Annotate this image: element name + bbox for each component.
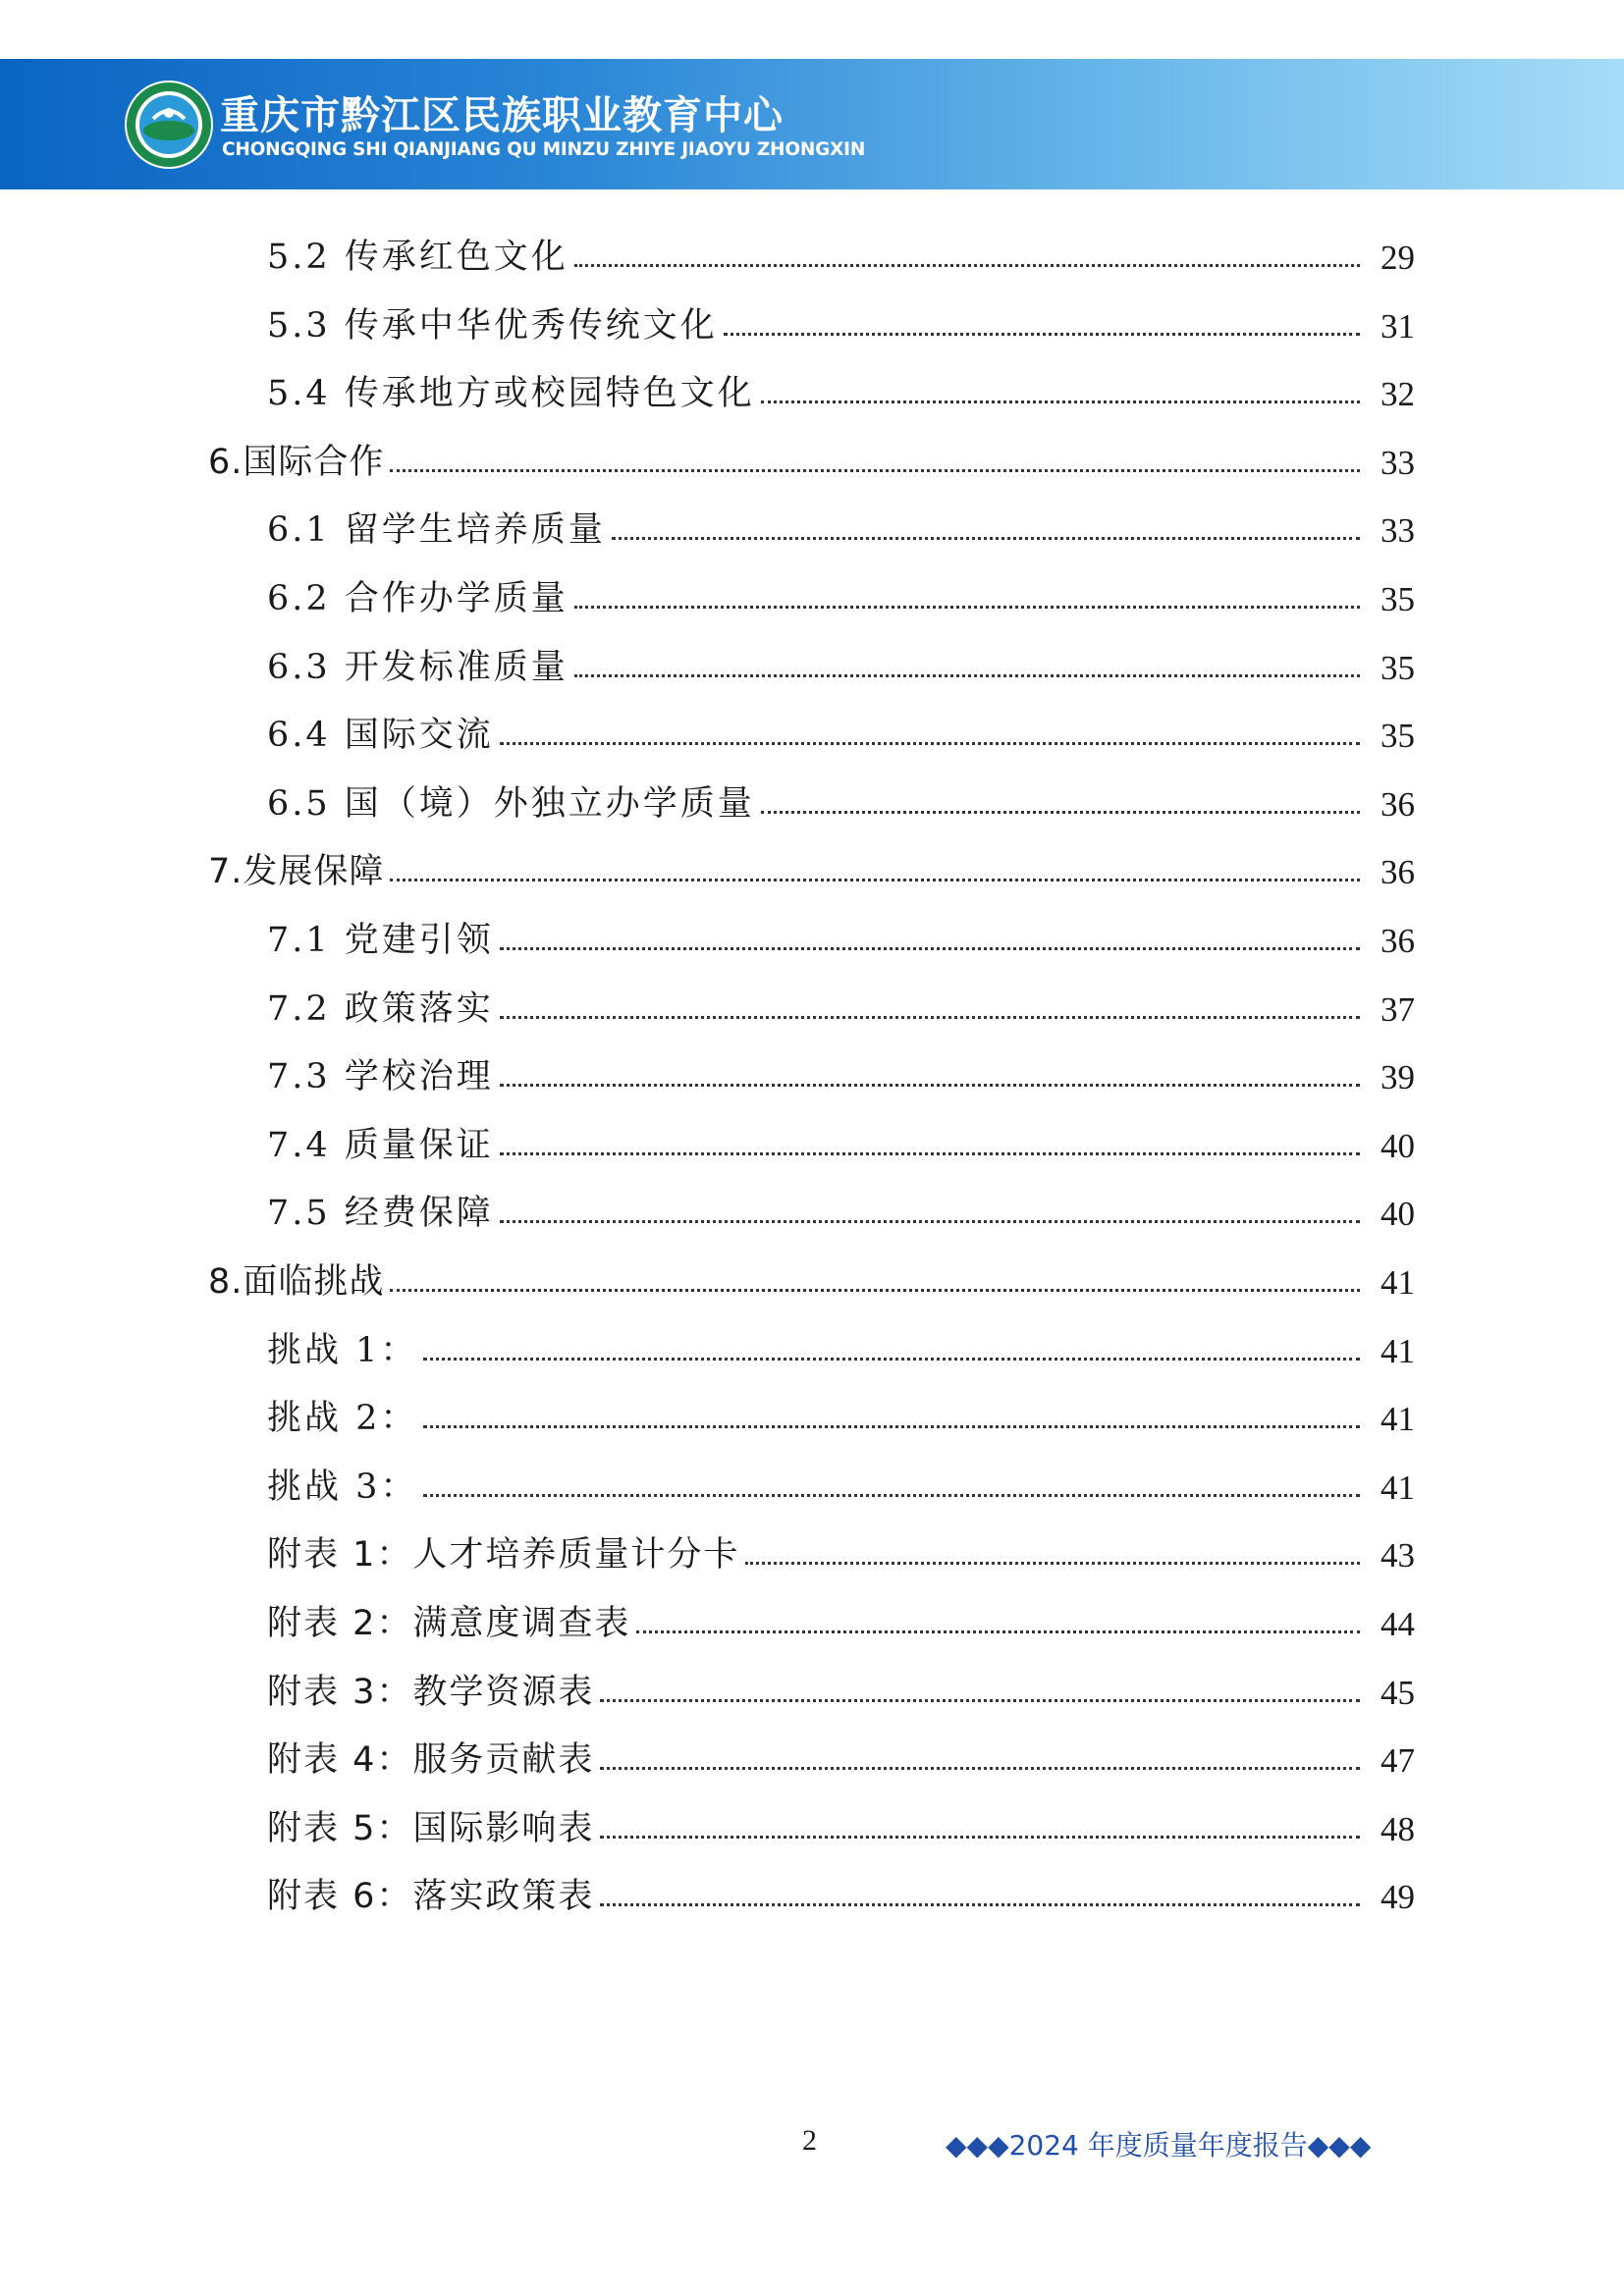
toc-entry-page: 35 <box>1380 717 1415 755</box>
toc-entry[interactable] <box>0 1865 1624 1914</box>
toc-entry-page: 43 <box>1380 1536 1415 1575</box>
toc-entry[interactable] <box>0 636 1624 685</box>
toc-leader-dots <box>574 674 1360 677</box>
toc-entry-label: 附表 1：人才培养质量计分卡 <box>267 1535 740 1575</box>
toc-entry-label: 5.3 传承中华优秀传统文化 <box>267 306 718 346</box>
toc-leader-dots <box>500 742 1360 745</box>
toc-leader-dots <box>500 1152 1360 1155</box>
toc-leader-dots <box>423 1494 1360 1497</box>
toc-entry[interactable] <box>0 294 1624 344</box>
toc-entry-label: 6.1 留学生培养质量 <box>267 510 606 550</box>
toc-entry[interactable] <box>0 773 1624 822</box>
toc-entry[interactable] <box>0 1592 1624 1641</box>
toc-entry[interactable] <box>0 1387 1624 1436</box>
toc-entry[interactable] <box>0 909 1624 958</box>
toc-entry-page: 33 <box>1380 444 1415 482</box>
toc-entry-page: 36 <box>1380 785 1415 824</box>
toc-entry-page: 41 <box>1380 1263 1415 1302</box>
school-name-en: CHONGQING SHI QIANJIANG QU MINZU ZHIYE JIAOYU ZHONGXIN <box>222 139 866 160</box>
report-title: ◆◆◆2024 年度质量年度报告◆◆◆ <box>946 2129 1372 2162</box>
toc-entry[interactable] <box>0 567 1624 616</box>
toc-leader-dots <box>600 1903 1360 1906</box>
toc-entry-label: 6.3 开发标准质量 <box>267 648 568 687</box>
toc-entry[interactable] <box>0 1661 1624 1710</box>
toc-entry-page: 41 <box>1380 1400 1415 1438</box>
toc-entry-page: 40 <box>1380 1127 1415 1165</box>
toc-entry[interactable] <box>0 431 1624 480</box>
toc-entry[interactable] <box>0 1729 1624 1778</box>
toc-leader-dots <box>600 1836 1360 1839</box>
toc-entry[interactable] <box>0 1319 1624 1368</box>
toc-leader-dots <box>745 1562 1360 1565</box>
toc-entry[interactable] <box>0 1456 1624 1505</box>
school-name-cn: 重庆市黔江区民族职业教育中心 <box>220 93 784 138</box>
toc-leader-dots <box>500 1084 1360 1087</box>
toc-entry-page: 39 <box>1380 1058 1415 1096</box>
toc-entry-label: 挑战 3： <box>267 1468 418 1507</box>
toc-entry-page: 37 <box>1380 990 1415 1029</box>
toc-leader-dots <box>612 537 1360 540</box>
toc-entry-page: 48 <box>1380 1810 1415 1848</box>
toc-entry-page: 36 <box>1380 853 1415 891</box>
toc-entry[interactable] <box>0 840 1624 889</box>
toc-entry-page: 40 <box>1380 1195 1415 1233</box>
toc-leader-dots <box>390 469 1360 472</box>
toc-entry[interactable] <box>0 1045 1624 1095</box>
toc-entry-label: 7.1 党建引领 <box>267 921 494 960</box>
toc-entry-page: 47 <box>1380 1741 1415 1780</box>
toc-entry[interactable] <box>0 1251 1624 1300</box>
toc-entry[interactable] <box>0 499 1624 548</box>
toc-entry-label: 6.国际合作 <box>208 443 385 482</box>
toc-leader-dots <box>390 1289 1360 1292</box>
toc-entry-page: 31 <box>1380 307 1415 346</box>
toc-entry-page: 33 <box>1380 511 1415 550</box>
toc-entry-label: 8.面临挑战 <box>208 1262 385 1302</box>
toc-entry-label: 挑战 1： <box>267 1331 418 1370</box>
toc-entry[interactable] <box>0 1797 1624 1846</box>
toc-leader-dots <box>574 606 1360 609</box>
toc-entry-label: 附表 6：落实政策表 <box>267 1877 595 1916</box>
toc-entry-label: 附表 5：国际影响表 <box>267 1809 595 1848</box>
toc-leader-dots <box>761 811 1360 814</box>
toc-leader-dots <box>390 879 1360 881</box>
toc-entry-label: 5.2 传承红色文化 <box>267 238 568 277</box>
toc-entry-page: 41 <box>1380 1468 1415 1507</box>
toc-leader-dots <box>500 1220 1360 1223</box>
toc-entry-page: 44 <box>1380 1605 1415 1643</box>
toc-entry[interactable] <box>0 704 1624 753</box>
page-header <box>0 59 1624 189</box>
toc-leader-dots <box>500 947 1360 950</box>
toc-entry-label: 附表 3：教学资源表 <box>267 1673 595 1712</box>
toc-leader-dots <box>574 264 1360 267</box>
toc-leader-dots <box>761 400 1360 403</box>
toc-entry[interactable] <box>0 1114 1624 1163</box>
toc-entry-label: 7.5 经费保障 <box>267 1194 494 1233</box>
page-number: 2 <box>802 2124 817 2157</box>
toc-entry-label: 7.4 质量保证 <box>267 1126 494 1165</box>
toc-leader-dots <box>600 1767 1360 1770</box>
toc-entry-label: 6.5 国（境）外独立办学质量 <box>267 784 755 824</box>
toc-entry-page: 35 <box>1380 649 1415 687</box>
toc-entry-label: 挑战 2： <box>267 1399 418 1438</box>
toc-entry-label: 附表 2：满意度调查表 <box>267 1604 631 1643</box>
toc-entry-label: 6.2 合作办学质量 <box>267 579 568 618</box>
toc-entry-page: 49 <box>1380 1878 1415 1916</box>
toc-entry[interactable] <box>0 1182 1624 1231</box>
toc-entry[interactable] <box>0 226 1624 275</box>
toc-entry[interactable] <box>0 1523 1624 1573</box>
toc-entry-label: 7.3 学校治理 <box>267 1057 494 1096</box>
toc-entry-page: 35 <box>1380 580 1415 618</box>
toc-leader-dots <box>724 333 1360 336</box>
toc-entry-page: 41 <box>1380 1332 1415 1370</box>
toc-leader-dots <box>500 1016 1360 1019</box>
toc-leader-dots <box>423 1425 1360 1428</box>
toc-entry-label: 5.4 传承地方或校园特色文化 <box>267 374 755 413</box>
school-emblem-icon <box>124 80 214 170</box>
toc-entry-page: 45 <box>1380 1674 1415 1712</box>
toc-entry-label: 6.4 国际交流 <box>267 716 494 755</box>
toc-entry[interactable] <box>0 362 1624 411</box>
toc-entry-page: 36 <box>1380 922 1415 960</box>
toc-entry-label: 7.2 政策落实 <box>267 989 494 1029</box>
toc-entry[interactable] <box>0 978 1624 1027</box>
toc-entry-label: 7.发展保障 <box>208 852 385 891</box>
toc-entry-label: 附表 4：服务贡献表 <box>267 1740 595 1780</box>
toc-leader-dots <box>423 1358 1360 1361</box>
toc-entry-page: 32 <box>1380 375 1415 413</box>
toc-entry-page: 29 <box>1380 239 1415 277</box>
toc-leader-dots <box>600 1699 1360 1702</box>
toc-leader-dots <box>636 1630 1360 1633</box>
